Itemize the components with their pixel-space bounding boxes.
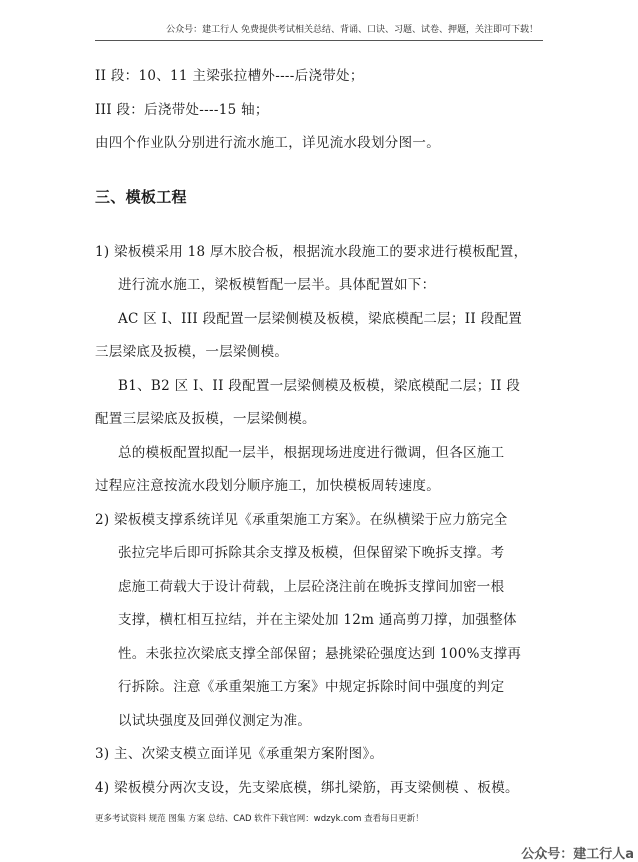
body-line: 行拆除。注意《承重架施工方案》中规定拆除时间中强度的判定 (118, 679, 505, 695)
body-line: 配置三层梁底及扳模，一层梁侧模。 (95, 411, 316, 427)
list-item-1: 1) 梁板模采用 18 厚木胶合板，根据流水段施工的要求进行模板配置， (95, 244, 528, 260)
body-line: III 段：后浇带处----15 轴； (95, 102, 269, 118)
body-line: AC 区 I、III 段配置一层梁侧模及板模，梁底模配二层；II 段配置 (118, 311, 523, 327)
body-line: B1、B2 区 I、II 段配置一层梁侧模及板模，梁底模配二层；II 段 (118, 378, 521, 394)
section-heading: 三、模板工程 (95, 188, 187, 206)
body-line: 以试块强度及回弹仪测定为准。 (118, 713, 312, 729)
body-line: 总的模板配置拟配一层半，根据现场进度进行微调，但各区施工 (118, 445, 505, 461)
watermark: 公众号：建工行人a (521, 847, 634, 862)
body-line: 进行流水施工，梁板模暂配一层半。具体配置如下： (118, 277, 436, 293)
body-line: 过程应注意按流水段划分顺序施工，加快模板周转速度。 (95, 478, 440, 494)
body-line: II 段：10、11 主梁张拉槽外----后浇带处； (95, 68, 364, 84)
body-line: 由四个作业队分别进行流水施工，详见流水段划分图一。 (95, 135, 440, 151)
page-footer-note: 更多考试资料 规范 图集 方案 总结、CAD 软件下载官网：wdzyk.com 查看每日更新！ (95, 814, 424, 824)
list-item-2: 2) 梁板模支撑系统详见《承重架施工方案》。在纵横梁于应力筋完全 (95, 512, 508, 528)
body-line: 虑施工荷载大于设计荷载，上层砼浇注前在晚拆支撑间加密一根 (118, 579, 505, 595)
list-item-4: 4) 梁板模分两次支设，先支梁底模，绑扎梁筋，再支梁侧模 、板模。 (95, 780, 519, 796)
body-line: 支撑，横杠相互拉结，并在主梁处加 12m 通高剪刀撑，加强整体 (118, 612, 517, 628)
list-item-3: 3) 主、次梁支模立面详见《承重架方案附图》。 (95, 746, 384, 762)
header-rule (95, 40, 543, 41)
page-header-note: 公众号：建工行人 免费提供考试相关总结、背诵、口诀、习题、试卷、押题，关注即可下载！ (166, 25, 538, 35)
body-line: 三层梁底及扳模，一层梁侧模。 (95, 344, 289, 360)
body-line: 张拉完毕后即可拆除其余支撑及板模，但保留梁下晚拆支撑。考 (118, 545, 505, 561)
body-line: 性。未张拉次梁底支撑全部保留；悬挑梁砼强度达到 100%支撑再 (118, 646, 522, 662)
